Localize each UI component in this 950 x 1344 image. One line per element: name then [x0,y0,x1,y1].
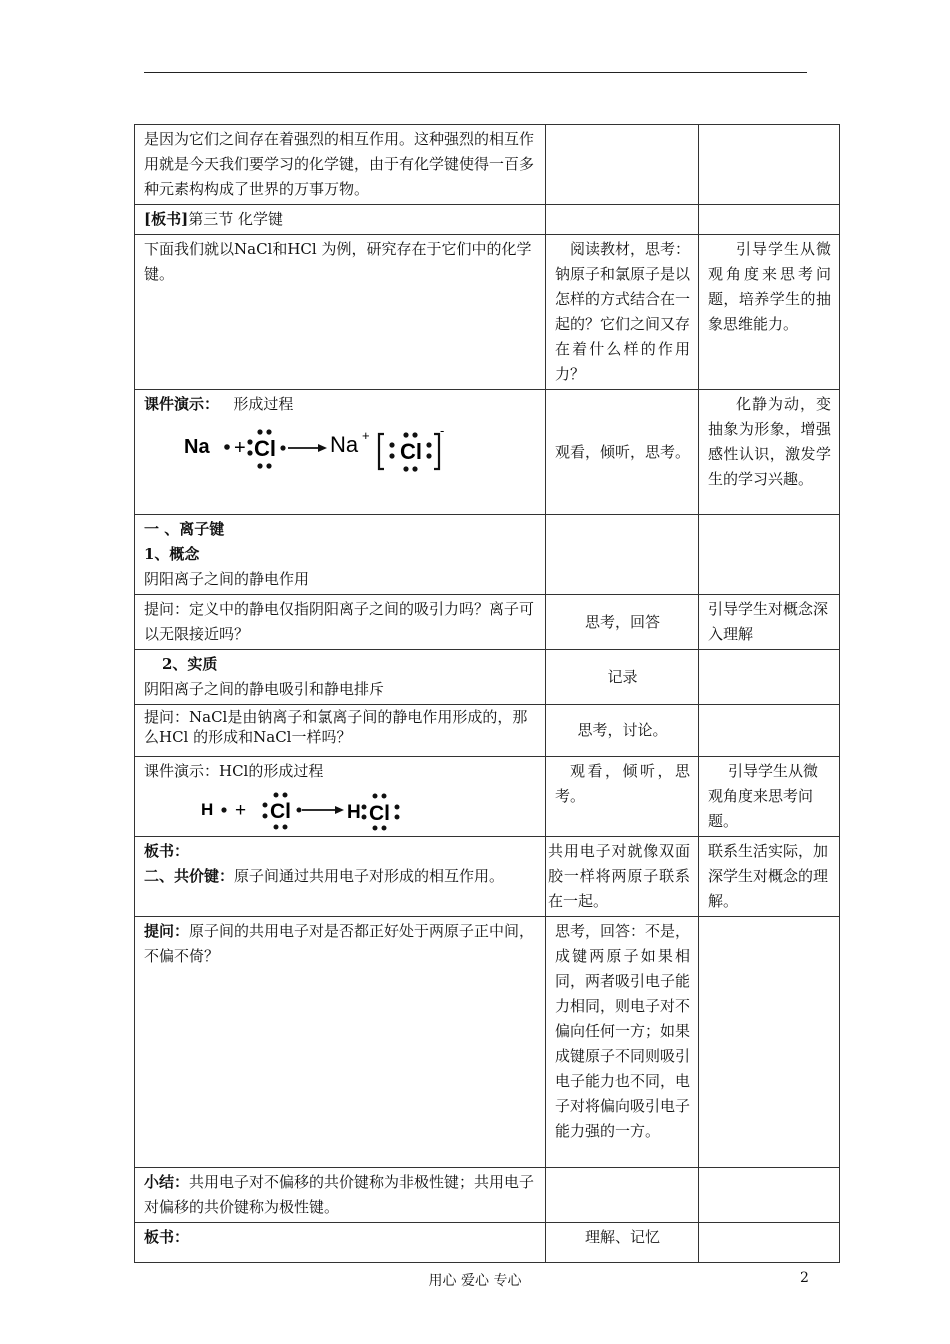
ionic-bond-heading: 一 、离子键 [144,520,225,538]
teacher-activity-cell: 下面我们就以NaCl和HCl 为例，研究存在于它们中的化学键。 [135,235,546,390]
teacher-activity-cell [135,1168,546,1223]
left-bracket [379,434,384,469]
h-symbol: H [201,800,214,819]
design-intent-cell [699,125,840,205]
lesson-plan-table [134,124,840,1263]
teacher-activity-cell: 提问：定义中的静电仅指阴阳离子之间的吸引力吗？离子可以无限接近吗？ [135,595,546,650]
summary-text: 共用电子对不偏移的共价键称为非极性键；共用电子对偏移的共价键称为极性键。 [144,1173,535,1216]
teacher-activity-cell [135,757,546,837]
cl-symbol-product: Cl [369,802,390,825]
summary-label: 小结： [144,1173,190,1191]
table-row [135,205,840,235]
board-label: [板书] [144,210,189,228]
concept-text: 阴阳离子之间的静电作用 [144,570,310,588]
design-intent-cell [699,705,840,757]
na-ion-charge: + [362,428,370,443]
table-row [135,705,840,757]
covalent-bond-definition: 原子间通过共用电子对形成的相互作用。 [234,867,505,885]
design-intent-cell [699,1168,840,1223]
teacher-activity-cell [135,650,546,705]
design-intent-cell [699,235,840,390]
nacl-formation-diagram [144,421,537,473]
design-intent-cell [699,1223,840,1263]
teacher-activity-cell [135,1223,546,1263]
electron-dot [224,444,230,450]
table-row [135,515,840,595]
table-row [135,1223,840,1263]
table-row [135,917,840,1168]
header-rule [144,72,807,73]
electron-dot [221,807,226,812]
demo-label: 课件演示： [144,395,220,413]
section-title: 第三节 化学键 [188,210,283,228]
design-intent-cell [699,650,840,705]
teacher-activity-cell [135,205,546,235]
design-intent-cell [699,917,840,1168]
h-symbol-product: H [347,802,361,823]
student-activity-cell [546,125,699,205]
demo-title: 课件演示：HCl的形成过程 [144,762,324,780]
student-activity-cell: 思考，回答 [546,595,699,650]
cl-symbol: Cl [254,436,276,461]
demo-title: 形成过程 [219,395,294,413]
student-activity-cell: 思考，回答：不是，成键两原子如果相同，两者吸引电子能力相同，则电子对不偏向任何一方；如果成键原子不同则吸引电子能力也不同，电子对将偏向吸引电子能力强的一方。 [546,917,699,1168]
arrow-head [318,444,327,452]
table-row [135,1168,840,1223]
student-activity-text: 观看，倾听，思考。 [555,762,690,805]
question-text: 原子间的共用电子对是否都正好处于两原子正中间，不偏不倚？ [144,922,535,965]
teacher-activity-cell: 是因为它们之间存在着强烈的相互作用。这种强烈的相互作用就是今天我们要学习的化学键，由于有化学键使得一百多种元素构构成了世界的万事万物。 [135,125,546,205]
student-activity-cell: 理解、记忆 [546,1223,699,1263]
design-intent-text: 引导学生从微观角度来思考问题。 [708,762,819,830]
student-activity-cell: 共用电子对就像双面胶一样将两原子联系在一起。 [546,837,699,917]
right-bracket [434,434,439,469]
student-activity-cell: 观看，倾听，思考。 [546,390,699,515]
student-activity-cell: 记录 [546,650,699,705]
table-row [135,235,840,390]
na-symbol: Na [184,436,210,458]
footer-motto: 用心 爱心 专心 [428,1273,522,1289]
cl-symbol: Cl [270,800,291,823]
hcl-formation-diagram [144,788,537,832]
cl-ion-symbol: Cl [400,439,422,464]
design-intent-text: 化静为动，变抽象为形象，增强感性认识，激发学生的学习兴趣。 [708,395,831,488]
student-activity-cell [546,205,699,235]
plus-sign: + [234,437,246,459]
board-label: 板书： [144,1228,190,1246]
na-ion-symbol: Na [330,432,359,457]
student-activity-text: 阅读教材，思考：钠原子和氯原子是以怎样的方式结合在一起的？它们之间又存在着什么样的作用力？ [555,240,691,383]
page-number: 2 [800,1270,809,1286]
teacher-activity-cell [135,837,546,917]
concept-heading: 1、概念 [144,545,200,563]
plus-sign: + [235,800,247,821]
table-row [135,757,840,837]
table-row [135,125,840,205]
design-intent-cell: 联系生活实际，加深学生对概念的理解。 [699,837,840,917]
teacher-activity-cell [135,917,546,1168]
table-row [135,595,840,650]
student-activity-cell [546,515,699,595]
student-activity-cell: 思考，讨论。 [546,705,699,757]
question-label: 提问： [144,922,190,940]
arrow-head [335,806,344,814]
teacher-activity-cell [135,515,546,595]
table-row [135,650,840,705]
student-activity-cell [546,1168,699,1223]
teacher-activity-cell [135,390,546,515]
design-intent-cell [699,515,840,595]
essence-heading: 2、实质 [162,655,218,673]
table-row [135,390,840,515]
design-intent-cell [699,757,840,837]
cl-ion-charge: - [440,423,444,438]
board-label: 板书： [144,842,190,860]
teacher-activity-cell: 提问：NaCl是由钠离子和氯离子间的静电作用形成的，那么HCl 的形成和NaCl一样吗？ [135,705,546,757]
student-activity-cell [546,235,699,390]
design-intent-cell [699,205,840,235]
design-intent-cell: 引导学生对概念深入理解 [699,595,840,650]
design-intent-cell [699,390,840,515]
essence-text: 阴阳离子之间的静电吸引和静电排斥 [144,680,385,698]
covalent-bond-heading: 二、共价键： [144,867,235,885]
student-activity-cell [546,757,699,837]
table-row [135,837,840,917]
design-intent-text: 引导学生从微观角度来思考问题，培养学生的抽象思维能力。 [708,240,831,333]
